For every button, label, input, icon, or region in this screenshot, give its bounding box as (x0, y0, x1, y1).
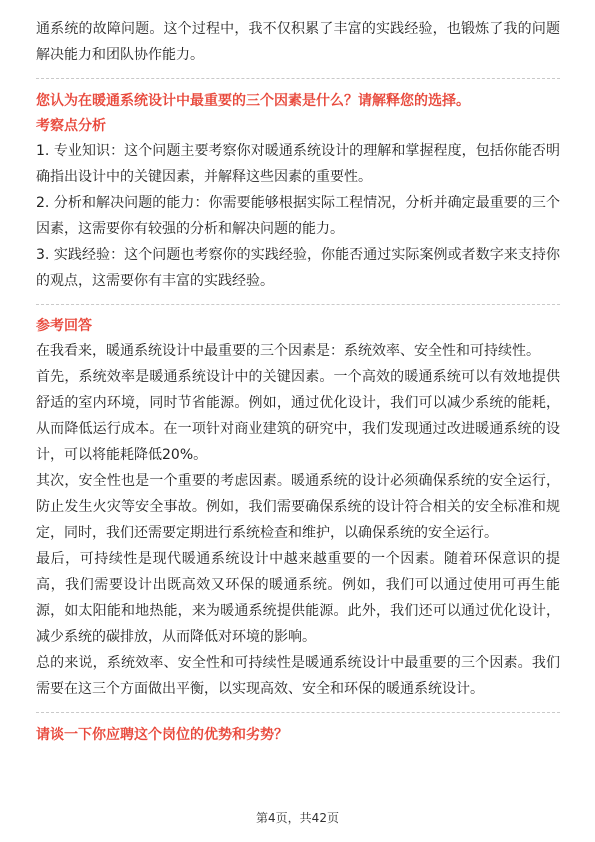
answer-paragraph: 其次，安全性也是一个重要的考虑因素。暖通系统的设计必须确保系统的安全运行，防止发生火灾等安全事故。例如，我们需要确保系统的设计符合相关的安全标准和规定，同时，我们还需要定期进行系统检查和维护，以确保系统的安全运行。 (36, 473, 560, 541)
page-number: 第4页，共42页 (256, 811, 339, 825)
answer-paragraph: 在我看来，暖通系统设计中最重要的三个因素是：系统效率、安全性和可持续性。 (36, 343, 540, 359)
analysis-point: 3. 实践经验：这个问题也考察你的实践经验，你能否通过实际案例或者数字来支持你的观点，这需要你有丰富的实践经验。 (36, 247, 560, 289)
analysis-title: 考察点分析 (36, 118, 106, 134)
analysis-point: 1. 专业知识：这个问题主要考察你对暖通系统设计的理解和掌握程度，包括你能否明确指出设计中的关键因素，并解释这些因素的重要性。 (36, 143, 560, 185)
answer-paragraph: 最后，可持续性是现代暖通系统设计中越来越重要的一个因素。随着环保意识的提高，我们需要设计出既高效又环保的暖通系统。例如，我们可以通过使用可再生能源，如太阳能和地热能，来为暖通系统提供能源。此外，我们还可以通过优化设计，减少系统的碳排放，从而降低对环境的影响。 (36, 551, 560, 645)
section-divider (36, 712, 560, 713)
answer-title: 参考回答 (36, 318, 92, 334)
section-divider (36, 304, 560, 305)
answer-paragraph: 首先，系统效率是暖通系统设计中的关键因素。一个高效的暖通系统可以有效地提供舒适的室内环境，同时节省能源。例如，通过优化设计，我们可以减少系统的能耗，从而降低运行成本。在一项针对商业建筑的研究中，我们发现通过改进暖通系统的设计，可以将能耗降低20%。 (36, 369, 560, 463)
section-divider (36, 78, 560, 79)
question-heading-next: 请谈一下你应聘这个岗位的优势和劣势？ (36, 727, 288, 743)
page-content (36, 16, 560, 748)
intro-paragraph: 通系统的故障问题。这个过程中，我不仅积累了丰富的实践经验，也锻炼了我的问题解决能力和团队协作能力。 (36, 21, 560, 63)
analysis-point: 2. 分析和解决问题的能力：你需要能够根据实际工程情况，分析并确定最重要的三个因素，这需要你有较强的分析和解决问题的能力。 (36, 195, 560, 237)
answer-paragraph: 总的来说，系统效率、安全性和可持续性是暖通系统设计中最重要的三个因素。我们需要在这三个方面做出平衡，以实现高效、安全和环保的暖通系统设计。 (36, 655, 560, 697)
question-heading: 您认为在暖通系统设计中最重要的三个因素是什么？请解释您的选择。 (36, 93, 470, 109)
